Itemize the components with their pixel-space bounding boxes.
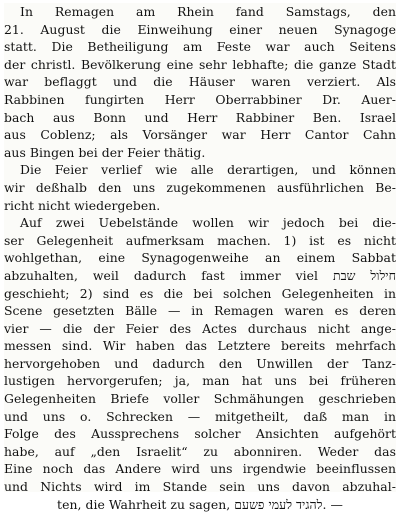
text-line: Gelegenheiten Briefe voller Schmähungen geschrieben: [4, 391, 396, 407]
text-line: hervorgehoben und dadurch den Unwillen der Tanz-: [4, 355, 396, 371]
text-line: abzuhalten, weil dadurch fast immer viel חילול שבת: [4, 267, 396, 283]
text-line: richt nicht wiedergeben.: [4, 197, 161, 213]
text-line: vier — die der Feier des Actes durchaus nicht ange-: [4, 320, 396, 336]
text-line: und uns o. Schrecken — mitgetheilt, daß man in: [4, 408, 396, 424]
text-line: Eine noch das Andere wird uns irgendwie beeinflussen: [4, 461, 396, 477]
text-line: bach aus Bonn und Herr Rabbiner Ben. Israel: [4, 109, 396, 125]
text-line: wohlgethan, eine Synagogenweihe an einem Sabbat: [4, 250, 396, 266]
text-line: In Remagen am Rhein fand Samstags, den: [20, 4, 396, 19]
paragraph-remagen-report: [4, 3, 396, 161]
paragraph-feier: [4, 161, 396, 214]
text-line: statt. Die Betheiligung am Feste war auch Seitens: [4, 39, 396, 55]
text-line: Auf zwei Uebelstände wollen wir jedoch bei die-: [20, 215, 396, 231]
text-line: Die Feier verlief wie alle derartigen, und können: [20, 162, 396, 178]
text-line: aus Coblenz; als Vorsänger war Herr Cantor Cahn: [4, 127, 396, 143]
text-line: Scene gesetzten Bälle — in Remagen waren es deren: [4, 303, 396, 319]
text-line: der christl. Bevölkerung eine sehr lebhafte; die ganze Stadt: [4, 56, 396, 72]
text-line: geschieht; 2) sind es die bei solchen Gelegenheiten in: [4, 285, 396, 301]
paragraph-uebelstaende: [4, 214, 396, 513]
newspaper-article: [4, 3, 396, 512]
text-line: war beflaggt und die Häuser waren verziert. Als: [4, 74, 396, 90]
text-line: ser Gelegenheit aufmerksam machen. 1) ist es nicht: [4, 232, 396, 248]
text-line: Rabbinen fungirten Herr Oberrabbiner Dr. Auer-: [4, 91, 396, 107]
text-line: habe, auf „den Israelit“ zu abonniren. Weder das: [4, 443, 396, 459]
text-line: ten, die Wahrheit zu sagen, להגיד לעמי פשעם. —: [57, 496, 343, 512]
text-line: messen sind. Wir haben das Letztere bereits mehrfach: [4, 338, 396, 354]
text-line: 21. August die Einweihung einer neuen Synagoge: [4, 21, 396, 37]
text-line: und Nichts wird im Stande sein uns davon abzuhal-: [4, 479, 396, 495]
text-line: aus Bingen bei der Feier thätig.: [4, 144, 206, 160]
text-line: wir deßhalb den uns zugekommenen ausführlichen Be-: [4, 179, 396, 195]
text-line: Folge des Aussprechens solcher Ansichten aufgehört: [4, 426, 396, 442]
text-line: lustigen hervorgerufen; ja, man hat uns bei früheren: [4, 373, 396, 389]
